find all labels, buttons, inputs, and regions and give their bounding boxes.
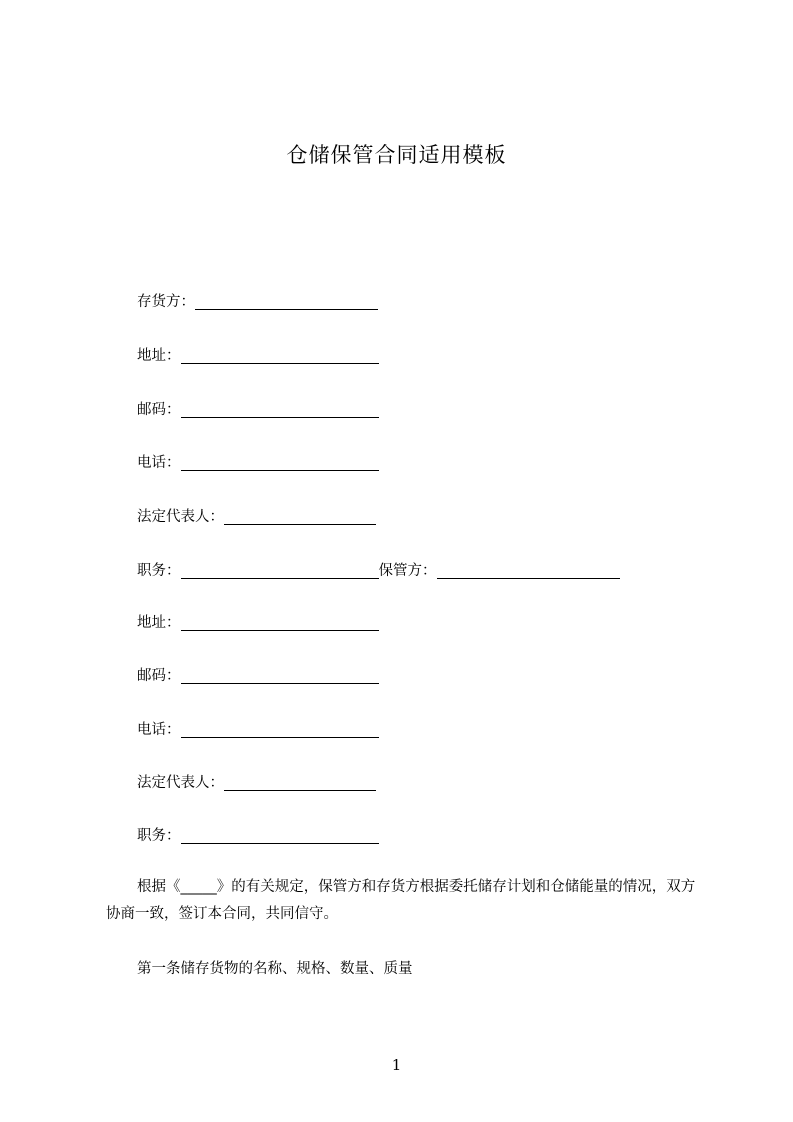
depositor-address-blank[interactable] xyxy=(181,347,379,364)
depositor-name-blank[interactable] xyxy=(195,293,378,310)
custodian-legal-rep-field xyxy=(137,770,376,794)
depositor-legal-rep-blank[interactable] xyxy=(224,508,376,525)
custodian-phone-blank[interactable] xyxy=(181,721,379,738)
custodian-postcode-blank[interactable] xyxy=(181,667,379,684)
custodian-postcode-label: 邮码： xyxy=(137,668,181,684)
depositor-postcode-label: 邮码： xyxy=(137,402,181,418)
depositor-address-label: 地址： xyxy=(137,348,181,364)
custodian-position-field xyxy=(137,823,379,847)
custodian-name-label: 保管方： xyxy=(378,563,437,579)
depositor-position-custodian-line xyxy=(137,558,620,582)
preamble-paragraph: 根据《_____》的有关规定，保管方和存货方根据委托储存计划和仓储能量的情况，双方协商一致，签订本合同，共同信守。 xyxy=(106,879,696,922)
custodian-position-blank[interactable] xyxy=(181,827,379,844)
depositor-phone-blank[interactable] xyxy=(181,454,379,471)
depositor-phone-field xyxy=(137,450,379,474)
depositor-legal-rep-field xyxy=(137,504,376,528)
custodian-postcode-field xyxy=(137,663,379,687)
document-title: 仓储保管合同适用模板 xyxy=(286,143,507,167)
custodian-phone-label: 电话： xyxy=(137,722,181,738)
depositor-name-label: 存货方： xyxy=(137,294,195,310)
custodian-legal-rep-blank[interactable] xyxy=(224,774,376,791)
custodian-address-label: 地址： xyxy=(137,615,181,631)
depositor-address-field xyxy=(137,343,379,367)
depositor-position-blank[interactable] xyxy=(181,562,379,579)
depositor-postcode-field xyxy=(137,397,379,421)
custodian-name-blank[interactable] xyxy=(437,562,620,579)
depositor-legal-rep-label: 法定代表人： xyxy=(137,509,224,525)
depositor-name-field xyxy=(137,289,378,313)
depositor-phone-label: 电话： xyxy=(137,455,181,471)
page-number: 1 xyxy=(391,1056,402,1074)
custodian-address-field xyxy=(137,610,379,634)
custodian-position-label: 职务： xyxy=(137,828,181,844)
depositor-postcode-blank[interactable] xyxy=(181,401,379,418)
depositor-position-label: 职务： xyxy=(137,563,181,579)
custodian-legal-rep-label: 法定代表人： xyxy=(137,775,224,791)
custodian-phone-field xyxy=(137,717,379,741)
article-1-heading: 第一条储存货物的名称、规格、数量、质量 xyxy=(137,961,413,977)
custodian-address-blank[interactable] xyxy=(181,614,379,631)
